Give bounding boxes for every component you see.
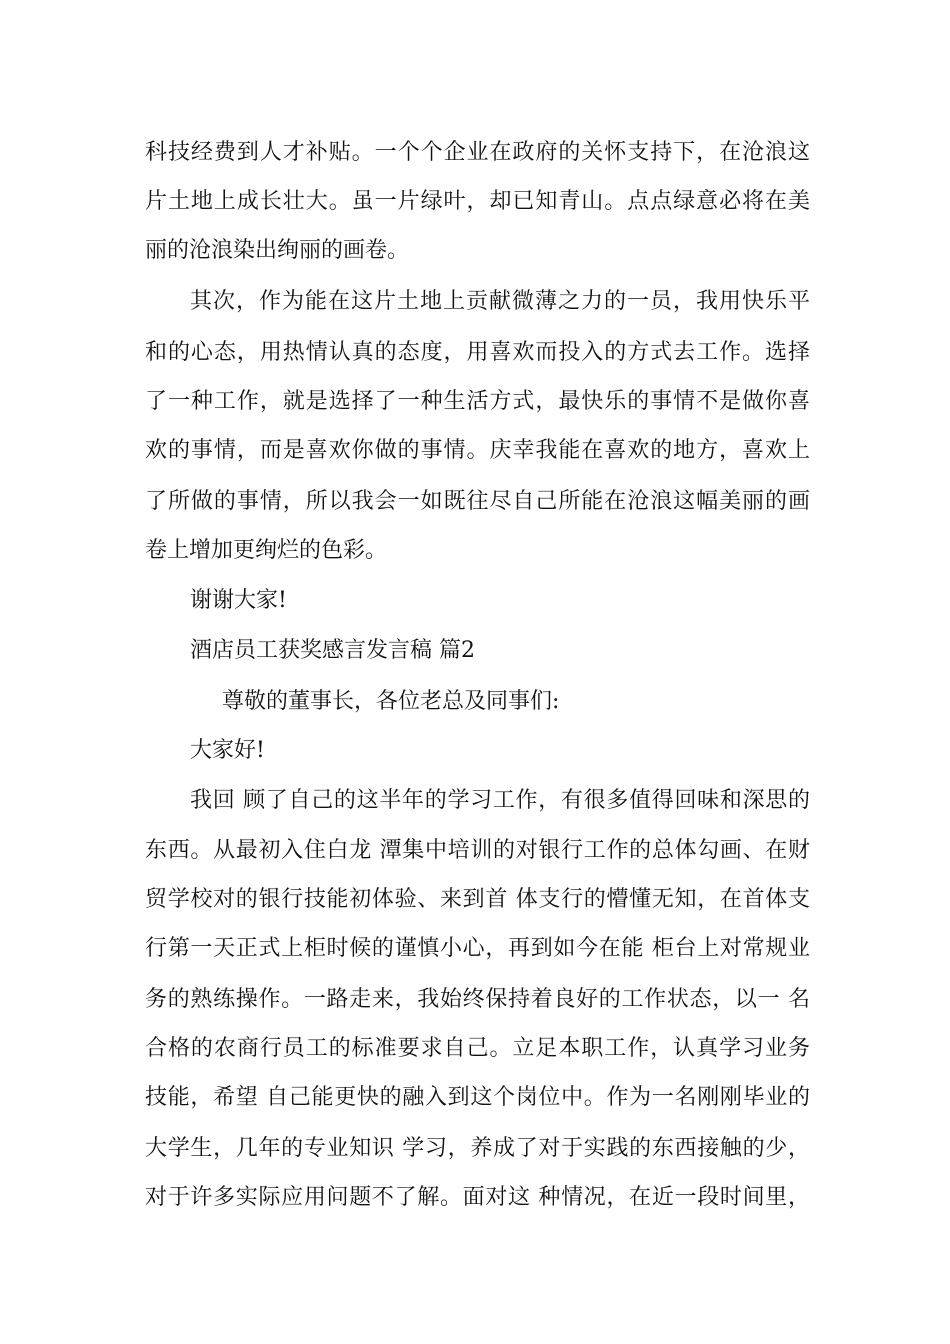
text-line: 大学生，几年的专业知识 学习，养成了对于实践的东西接触的少， — [145, 1136, 810, 1161]
text-line: 我回 顾了自己的这半年的学习工作，有很多值得回味和深思的 — [190, 788, 810, 813]
text-line: 卷上增加更绚烂的色彩。 — [145, 538, 388, 563]
text-line: 其次，作为能在这片土地上贡献微薄之力的一员，我用快乐平 — [190, 289, 810, 314]
text-line: 贸学校对的银行技能初体验、来到首 体支行的懵懂无知，在首体支 — [145, 887, 810, 912]
text-line: 了所做的事情，所以我会一如既往尽自己所能在沧浪这幅美丽的画 — [145, 489, 810, 514]
text-line: 丽的沧浪染出绚丽的画卷。 — [145, 238, 410, 263]
text-line: 大家好! — [190, 738, 265, 763]
text-line: 了一种工作，就是选择了一种生活方式，最快乐的事情不是做你喜 — [145, 389, 810, 414]
text-line: 东西。从最初入住白龙 潭集中培训的对银行工作的总体勾画、在财 — [145, 838, 810, 863]
text-line: 欢的事情，而是喜欢你做的事情。庆幸我能在喜欢的地方，喜欢上 — [145, 438, 810, 463]
text-line: 谢谢大家! — [190, 588, 287, 613]
text-line: 和的心态，用热情认真的态度，用喜欢而投入的方式去工作。选择 — [145, 340, 810, 365]
text-line: 行第一天正式上柜时候的谨慎小心，再到如今在能 柜台上对常规业 — [145, 936, 810, 961]
text-line: 科技经费到人才补贴。一个个企业在政府的关怀支持下，在沧浪这 — [145, 140, 810, 165]
text-line: 技能，希望 自己能更快的融入到这个岗位中。作为一名刚刚毕业的 — [145, 1085, 810, 1110]
text-line: 酒店员工获奖感言发言稿 篇2 — [190, 638, 475, 663]
text-line: 合格的农商行员工的标准要求自己。立足本职工作，认真学习业务 — [145, 1036, 810, 1061]
text-line: 对于许多实际应用问题不了解。面对这 种情况，在近一段时间里， — [145, 1185, 810, 1210]
text-line: 尊敬的董事长，各位老总及同事们: — [222, 689, 560, 714]
text-line: 片土地上成长壮大。虽一片绿叶，却已知青山。点点绿意必将在美 — [145, 189, 810, 214]
text-line: 务的熟练操作。一路走来，我始终保持着良好的工作状态，以一 名 — [145, 987, 810, 1012]
